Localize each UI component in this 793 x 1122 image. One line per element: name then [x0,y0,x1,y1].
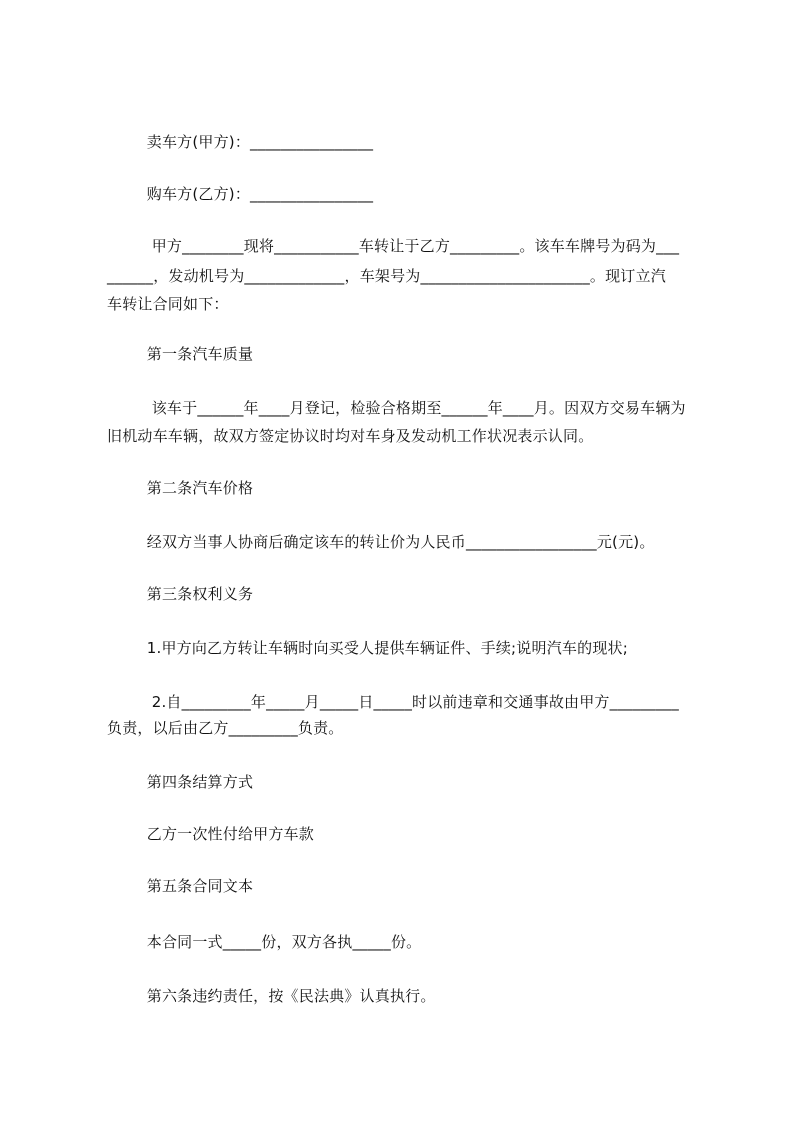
intro-paragraph-line-1: 甲方________现将___________车转让于乙方_________。该车车牌号为码为___ [107,237,680,255]
article-2-line-1: 经双方当事人协商后确定该车的转让价为人民币_________________元(元)。 [107,533,655,551]
article-5-title: 第五条合同文本 [107,877,254,895]
article-4-line-1: 乙方一次性付给甲方车款 [107,825,314,843]
article-6-line: 第六条违约责任，按《民法典》认真执行。 [107,987,436,1005]
article-3-item-2-line-1: 2.自_________年_____月_____日_____时以前违章和交通事故由甲方_________ [107,693,679,711]
article-5-line-1: 本合同一式_____份，双方各执_____份。 [107,933,422,951]
intro-paragraph-line-3: 车转让合同如下： [107,295,229,313]
article-3-title: 第三条权利义务 [107,585,254,603]
article-1-line-2: 旧机动车车辆，故双方签定协议时均对车身及发动机工作状况表示认同。 [107,427,594,445]
article-3-item-2-line-2: 负责，以后由乙方_________负责。 [107,719,344,737]
seller-field: 卖车方(甲方)：________________ [107,133,374,151]
article-2-title: 第二条汽车价格 [107,479,254,497]
article-3-item-1: 1.甲方向乙方转让车辆时向买受人提供车辆证件、手续;说明汽车的现状; [107,639,628,657]
article-1-line-1: 该车于______年____月登记，检验合格期至______年____月。因双方交易车辆为 [107,399,686,417]
article-4-title: 第四条结算方式 [107,773,254,791]
intro-paragraph-line-2: ______，发动机号为_____________，车架号为______________________。现订立汽 [107,267,666,285]
buyer-field: 购车方(乙方)：________________ [107,185,374,203]
article-1-title: 第一条汽车质量 [107,345,254,363]
